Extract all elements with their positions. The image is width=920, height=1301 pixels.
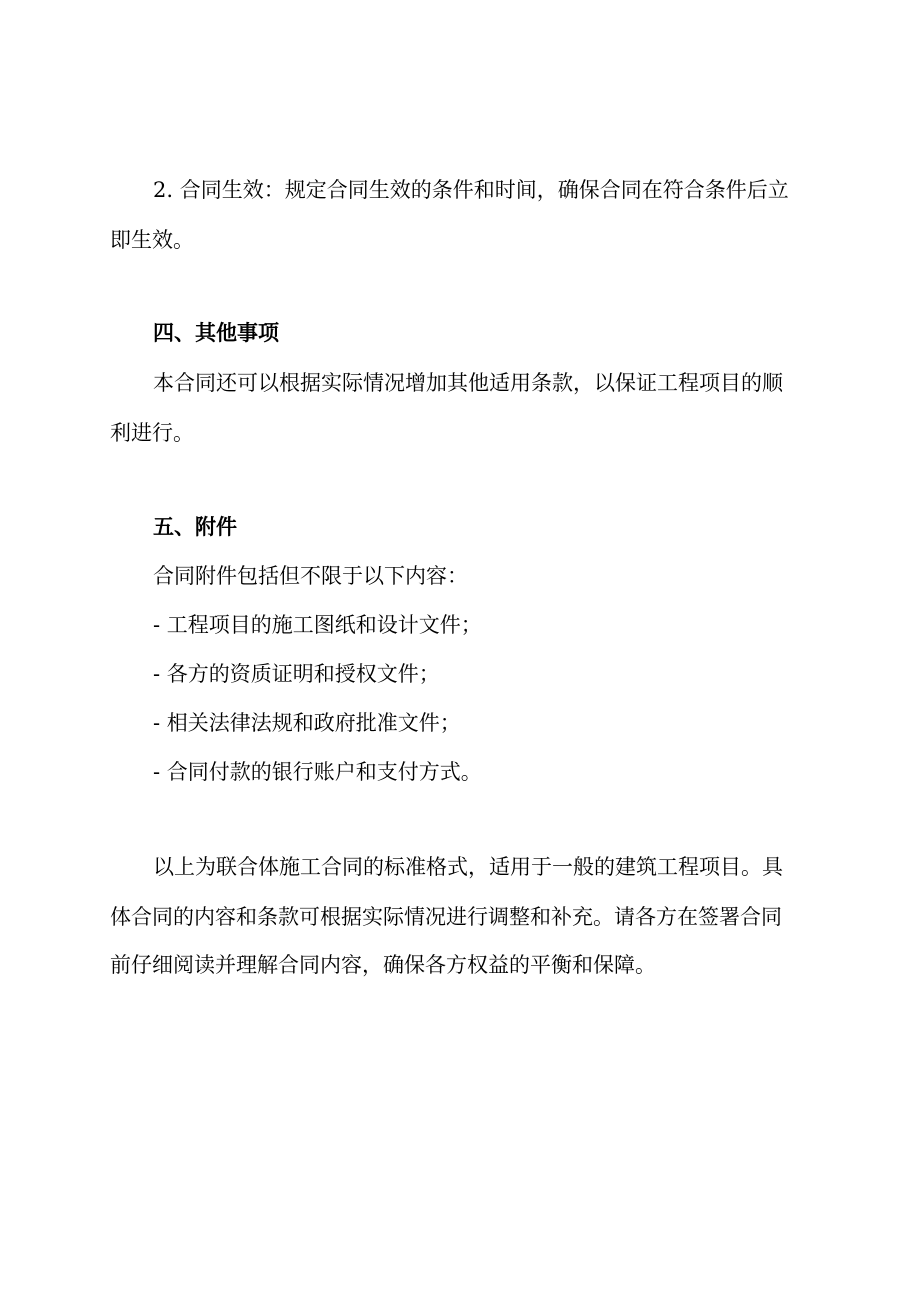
section-5-intro: 合同附件包括但不限于以下内容： (153, 564, 468, 588)
section-4-heading: 四、其他事项 (153, 320, 279, 345)
section-4-paragraph-line-2: 利进行。 (110, 421, 194, 445)
attachment-item: - 合同付款的银行账户和支付方式。 (153, 760, 482, 784)
attachment-item: - 各方的资质证明和授权文件； (153, 662, 440, 686)
closing-paragraph-line-3: 前仔细阅读并理解合同内容，确保各方权益的平衡和保障。 (110, 953, 656, 977)
section-4-paragraph-line-1: 本合同还可以根据实际情况增加其他适用条款，以保证工程项目的顺 (153, 371, 783, 395)
section-5-heading: 五、附件 (153, 514, 237, 539)
attachment-item: - 相关法律法规和政府批准文件； (153, 711, 461, 735)
clause-2-line-2: 即生效。 (110, 228, 194, 252)
clause-2-line-1: 2. 合同生效：规定合同生效的条件和时间，确保合同在符合条件后立 (153, 178, 789, 202)
closing-paragraph-line-1: 以上为联合体施工合同的标准格式，适用于一般的建筑工程项目。具 (153, 855, 783, 879)
closing-paragraph-line-2: 体合同的内容和条款可根据实际情况进行调整和补充。请各方在签署合同 (110, 905, 782, 929)
attachment-item: - 工程项目的施工图纸和设计文件； (153, 613, 482, 637)
